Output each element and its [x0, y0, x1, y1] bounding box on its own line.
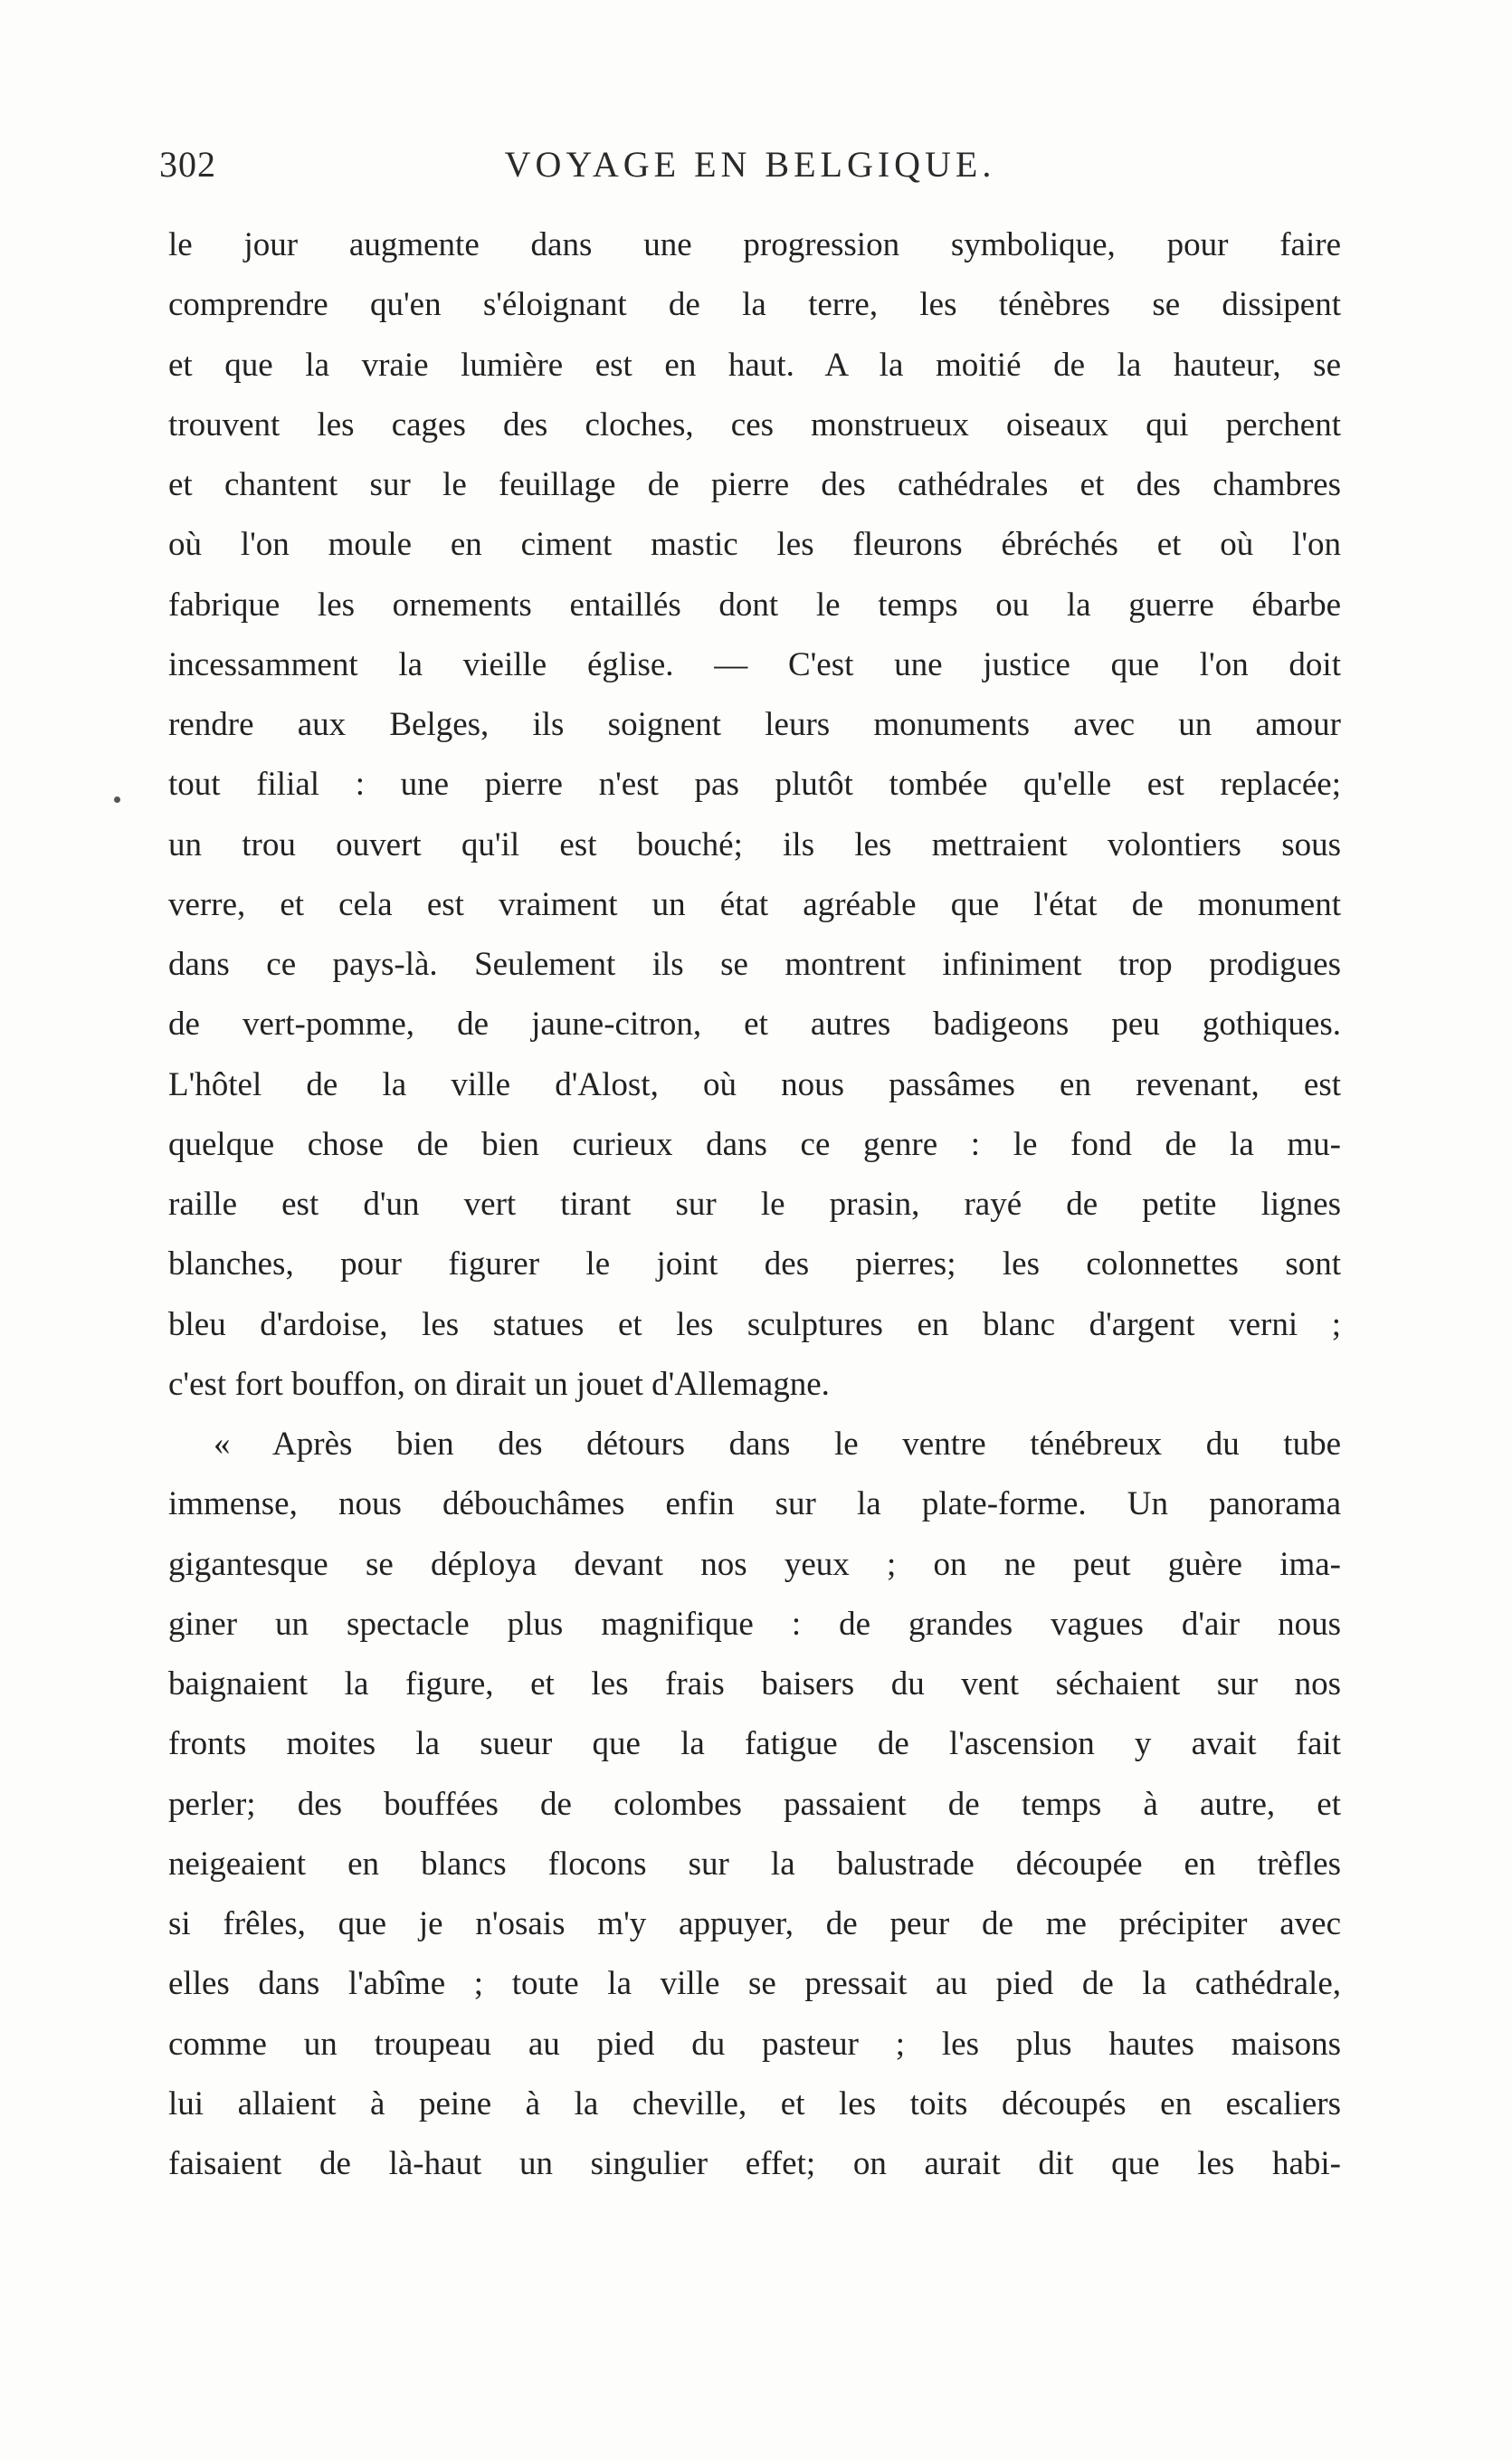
text-line: L'hôtel de la ville d'Alost, où nous passâmes en revenant, est	[168, 1065, 1341, 1103]
text-line: faisaient de là-haut un singulier effet; on aurait dit que les habi-	[168, 2145, 1341, 2182]
body-text	[168, 215, 1341, 2194]
text-line: bleu d'ardoise, les statues et les sculptures en blanc d'argent verni ;	[168, 1305, 1341, 1343]
text-line: neigeaient en blancs flocons sur la balustrade découpée en trèfles	[168, 1845, 1341, 1883]
text-line: lui allaient à peine à la cheville, et les toits découpés en escaliers	[168, 2084, 1341, 2122]
text-line: incessamment la vieille église. — C'est une justice que l'on doit	[168, 645, 1341, 683]
margin-mark	[114, 796, 120, 803]
text-line: rendre aux Belges, ils soignent leurs monuments avec un amour	[168, 706, 1341, 743]
text-line: fronts moites la sueur que la fatigue de l'ascension y avait fait	[168, 1725, 1341, 1763]
running-head: VOYAGE EN BELGIQUE.	[504, 144, 996, 185]
text-line: giner un spectacle plus magnifique : de grandes vagues d'air nous	[168, 1605, 1341, 1643]
text-line: verre, et cela est vraiment un état agréable que l'état de monument	[168, 885, 1341, 923]
text-line: quelque chose de bien curieux dans ce genre : le fond de la mu-	[168, 1125, 1341, 1163]
page-number: 302	[159, 144, 216, 185]
text-line: dans ce pays-là. Seulement ils se montrent infiniment trop prodigues	[168, 946, 1341, 983]
page-header	[159, 143, 1341, 197]
text-line: baignaient la figure, et les frais baisers du vent séchaient sur nos	[168, 1665, 1341, 1703]
text-line: et chantent sur le feuillage de pierre des cathédrales et des chambres	[168, 466, 1341, 503]
text-line: de vert-pomme, de jaune-citron, et autres badigeons peu gothiques.	[168, 1006, 1341, 1044]
text-line: tout filial : une pierre n'est pas plutôt tombée qu'elle est replacée;	[168, 766, 1341, 804]
text-line: elles dans l'abîme ; toute la ville se pressait au pied de la cathédrale,	[168, 1965, 1341, 2003]
text-line: et que la vraie lumière est en haut. A la moitié de la hauteur, se	[168, 346, 1341, 384]
text-line: blanches, pour figurer le joint des pierres; les colonnettes sont	[168, 1245, 1341, 1283]
text-line: où l'on moule en ciment mastic les fleurons ébréchés et où l'on	[168, 526, 1341, 564]
text-line: trouvent les cages des cloches, ces monstrueux oiseaux qui perchent	[168, 405, 1341, 444]
text-line: comme un troupeau au pied du pasteur ; les plus hautes maisons	[168, 2025, 1341, 2063]
text-line: c'est fort bouffon, on dirait un jouet d'Allemagne.	[168, 1365, 830, 1403]
text-line: gigantesque se déploya devant nos yeux ; on ne peut guère ima-	[168, 1545, 1341, 1583]
text-line: le jour augmente dans une progression symbolique, pour faire	[168, 226, 1341, 263]
text-line: fabrique les ornements entaillés dont le temps ou la guerre ébarbe	[168, 586, 1341, 624]
text-line: comprendre qu'en s'éloignant de la terre, les ténèbres se dissipent	[168, 286, 1341, 324]
paragraph-start-line: « Après bien des détours dans le ventre ténébreux du tube	[214, 1426, 1341, 1463]
text-line: immense, nous débouchâmes enfin sur la plate-forme. Un panorama	[168, 1485, 1341, 1523]
text-line: si frêles, que je n'osais m'y appuyer, de peur de me précipiter avec	[168, 1905, 1341, 1942]
text-line: un trou ouvert qu'il est bouché; ils les mettraient volontiers sous	[168, 825, 1341, 863]
text-line: raille est d'un vert tirant sur le prasin, rayé de petite lignes	[168, 1186, 1341, 1223]
text-line: perler; des bouffées de colombes passaient de temps à autre, et	[168, 1785, 1341, 1823]
